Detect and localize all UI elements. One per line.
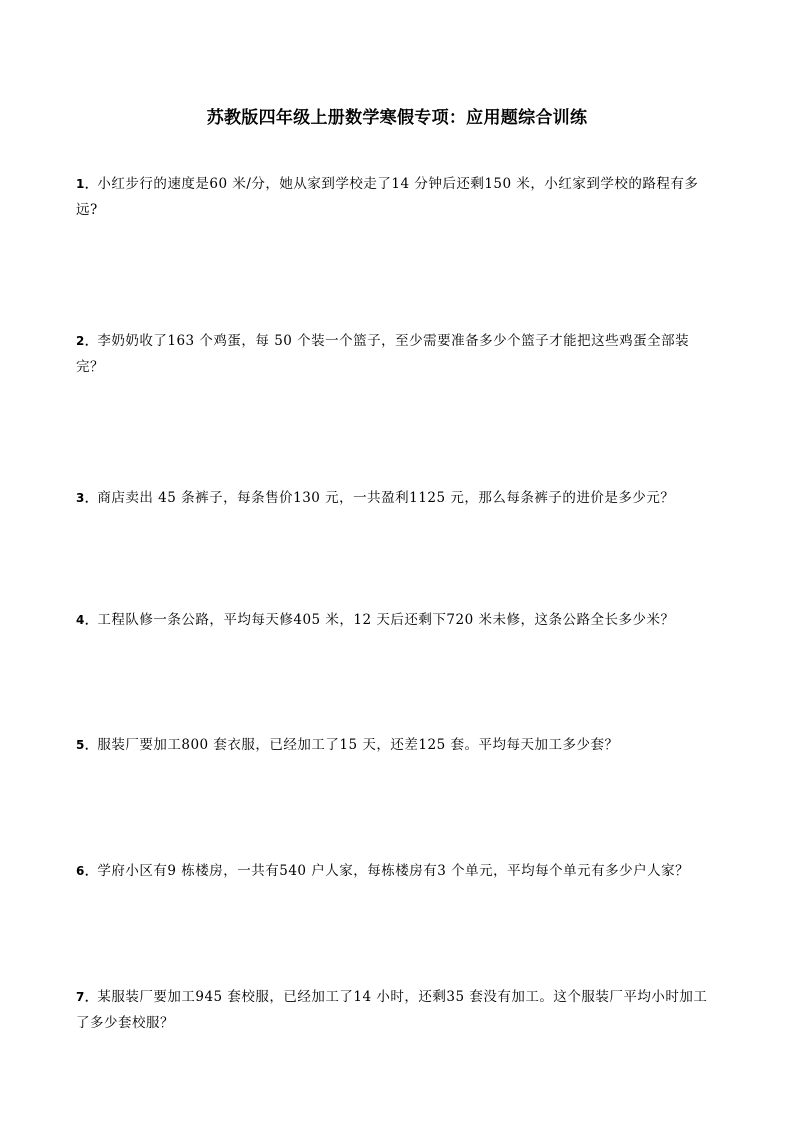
question-text: 小红步行的速度是60 米/分，她从家到学校走了14 分钟后还剩150 米，小红家到学校的路程有多远?: [76, 176, 699, 218]
question-number: 7．: [76, 990, 98, 1004]
question-6: [76, 858, 716, 884]
question-text: 某服装厂要加工945 套校服，已经加工了14 小时，还剩35 套没有加工。这个服装厂平均小时加工了多少套校服？: [76, 989, 708, 1031]
question-1: [76, 171, 716, 223]
question-number: 4．: [76, 613, 98, 627]
question-number: 5．: [76, 738, 98, 752]
question-3: [76, 485, 716, 511]
question-number: 3．: [76, 491, 98, 505]
question-number: 6．: [76, 864, 98, 878]
question-7: [76, 984, 716, 1036]
question-text: 学府小区有9 栋楼房，一共有540 户人家，每栋楼房有3 个单元，平均每个单元有多少户人家？: [97, 863, 690, 879]
question-5: [76, 732, 716, 758]
question-text: 商店卖出 45 条裤子，每条售价130 元，一共盈利1125 元，那么每条裤子的进价是多少元？: [97, 490, 675, 506]
question-text: 工程队修一条公路，平均每天修405 米，12 天后还剩下720 米未修，这条公路全长多少米？: [97, 612, 675, 628]
page-title: 苏教版四年级上册数学寒假专项：应用题综合训练: [206, 108, 588, 128]
question-text: 服装厂要加工800 套衣服，已经加工了15 天，还差125 套。平均每天加工多少套？: [97, 737, 619, 753]
question-text: 李奶奶收了163 个鸡蛋，每 50 个装一个篮子，至少需要准备多少个篮子才能把这些鸡蛋全部装完？: [76, 333, 690, 375]
question-2: [76, 328, 716, 380]
question-4: [76, 607, 716, 633]
question-number: 2．: [76, 334, 98, 348]
question-number: 1．: [76, 177, 98, 191]
